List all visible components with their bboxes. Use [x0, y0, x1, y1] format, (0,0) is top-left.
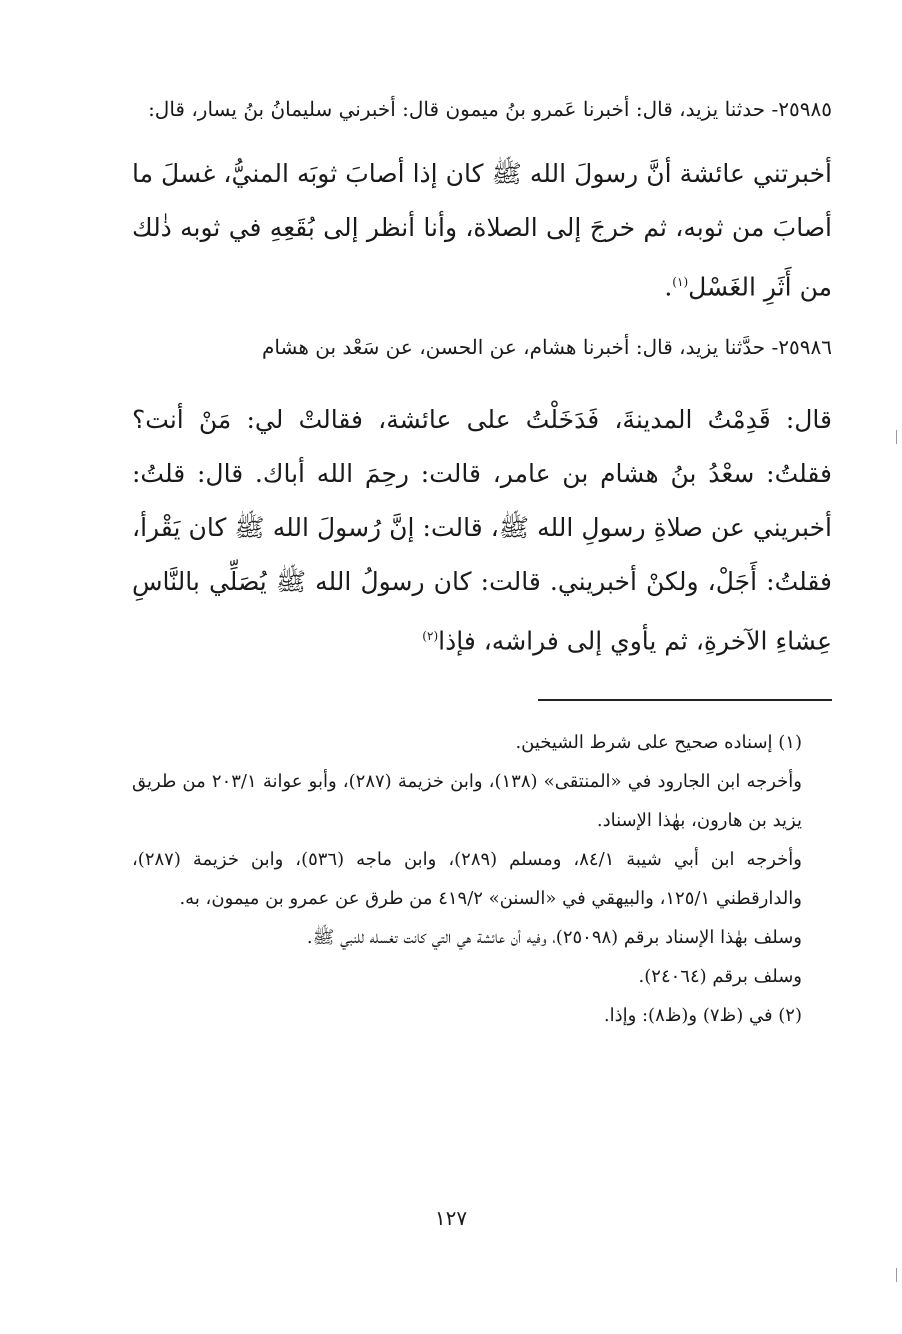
hadith-25986-text: [132, 393, 832, 668]
footnote-divider: [538, 699, 832, 701]
footnote-1: (١) إسناده صحيح على شرط الشيخين.: [515, 731, 802, 753]
hadith-25985-end: .: [664, 272, 673, 302]
footnote-1-line-3: وأخرجه ابن أبي شيبة ٨٤/١، ومسلم (٢٨٩)، وابن ماجه (٥٣٦)، وابن خزيمة (٢٨٧)، والدارقطني ١٢٥/١، والبيهقي في «السنن» ٤١٩/٢ من طرق عن عمرو بن ميمون، به.: [132, 848, 802, 909]
hadith-25985-text: [132, 147, 832, 314]
page-body: [132, 88, 832, 1035]
footnote-ref-1: (١): [672, 275, 689, 289]
hadith-25985-chain: ٢٥٩٨٥- حدثنا يزيد، قال: أخبرنا عَمرو بنُ ميمون قال: أخبرني سليمانُ بنُ يسار، قال:: [148, 97, 832, 121]
hadith-25986-matn: قال: قَدِمْتُ المدينةَ، فَدَخَلْتُ على عائشة، فقالتْ لي: مَنْ أنت؟ فقلتُ: سعْدُ بنُ هشام بن عامر، قالت: رحِمَ الله أباك. قال: قلتُ: أخبريني عن صلاةِ رسولِ الله ﷺ، قالت: إنَّ رُسولَ الله ﷺ كان يَقْرأ، فقلتُ: أَجَلْ، ولكنْ أخبريني. قالت: كان رسولُ الله ﷺ يُصَلِّي بالنَّاسِ عِشاءِ الآخرةِ، ثم يأوي إلى فراشه، فإذا: [132, 405, 832, 656]
hadith-25986-chain: ٢٥٩٨٦- حدَّثنا يزيد، قال: أخبرنا هشام، عن الحسن، عن سَعْد بن هشام: [262, 335, 832, 360]
footnote-1-line-4: وسلف بهٰذا الإسناد برقم (٢٥٠٩٨)، وفيه أن عائشة هي التي كانت تغسله للنبي ﷺ.: [306, 926, 802, 948]
footnote-2: (٢) في (ظ٧) و(ظ٨): وإذا.: [603, 1004, 802, 1026]
scan-edge-mark-bottom: [896, 1268, 897, 1282]
footnote-1-line-2: وأخرجه ابن الجارود في «المنتقى» (١٣٨)، وابن خزيمة (٢٨٧)، وأبو عوانة ٢٠٣/١ من طريق يزيد بن هارون، بهٰذا الإسناد.: [132, 770, 802, 831]
footnotes: [132, 723, 832, 1035]
footnote-ref-2: (٢): [422, 629, 439, 644]
hadith-25985-matn: أخبرتني عائشة أنَّ رسولَ الله ﷺ كان إذا أصابَ ثوبَه المنيُّ، غسلَ ما أصابَ من ثوبه، ثم خرجَ إلى الصلاة، وأنا أنظر إلى بُقَعِهِ في ثوبه ذٰلك من أَثَرِ الغَسْل: [132, 159, 832, 302]
page-number: ١٢٧: [434, 1206, 468, 1230]
footnote-1-line-5: وسلف برقم (٢٤٠٦٤).: [638, 965, 802, 987]
scan-edge-mark-top: [896, 430, 897, 444]
